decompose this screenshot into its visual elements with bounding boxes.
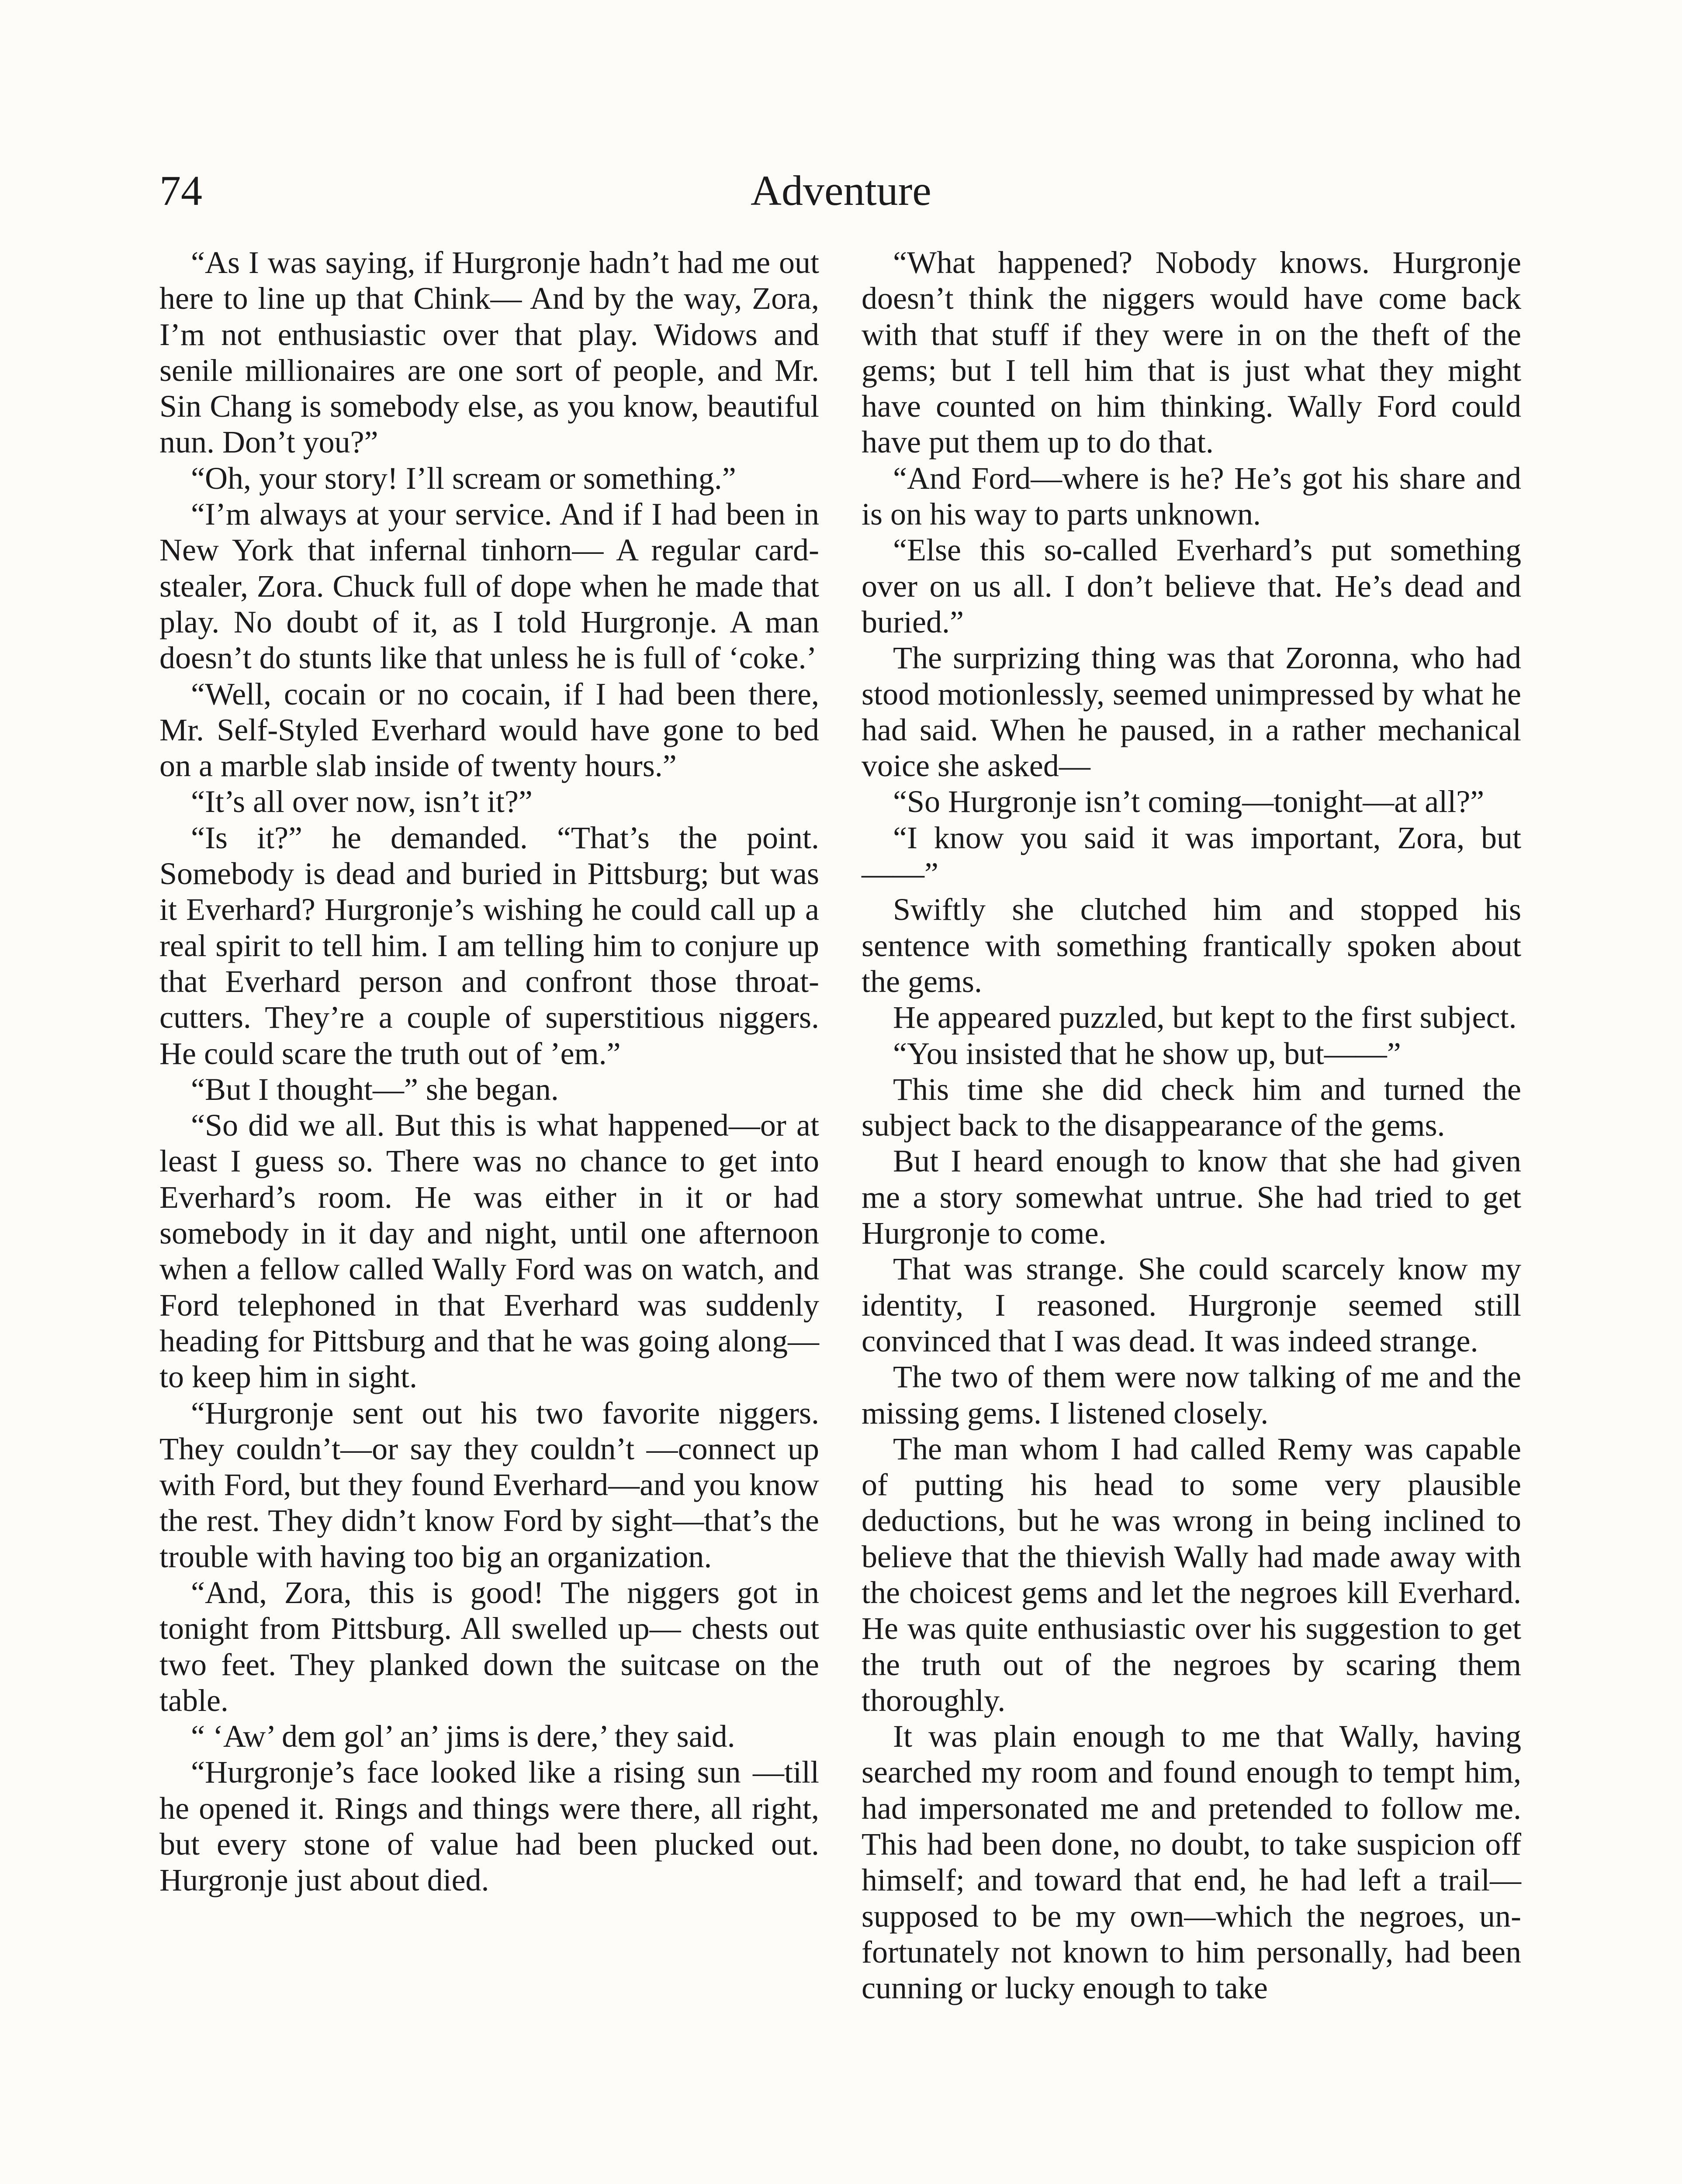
paragraph: He appeared puzzled, but kept to the first subject. xyxy=(893,1000,1517,1035)
paragraph: “ ‘Aw’ dem gol’ an’ jims is dere,’ they said. xyxy=(191,1719,735,1754)
paragraph: But I heard enough to know that she had given me a story somewhat untrue. She had tried to get Hurgronje to come. xyxy=(862,1144,1521,1251)
paragraph: “Else this so-called Everhard’s put something over on us all. I don’t believe that. He’s dead and buried.” xyxy=(862,532,1521,639)
paragraph: “What happened? Nobody knows. Hurgronje doesn’t think the niggers would have come back with that stuff if they were in on the theft of the gems; but I tell him that is just what they might have counted on him thinking. Wally Ford could have put them up to do that. xyxy=(862,245,1521,460)
paragraph: “And, Zora, this is good! The niggers got in tonight from Pittsburg. All swelled up— chests out two feet. They planked down the suitcase on the table. xyxy=(159,1575,819,1718)
running-head: Adventure xyxy=(751,167,931,214)
paragraph: “So did we all. But this is what happened—or at least I guess so. There was no chance to get into Everhard’s room. He was either in it or had somebody in it day and night, until one afternoon when a fellow called Wally Ford was on watch, and Ford telephoned in that Everhard was suddenly heading for Pittsburg and that he was going along—to keep him in sight. xyxy=(159,1108,819,1395)
right-column xyxy=(862,245,1521,2006)
paragraph: “And Ford—where is he? He’s got his share and is on his way to parts unknown. xyxy=(862,460,1521,532)
paragraph: “But I thought—” she began. xyxy=(191,1071,559,1107)
paragraph: It was plain enough to me that Wally, having searched my room and found enough to tempt him, had impersonated me and pretended to follow me. This had been done, no doubt, to take suspicion off himself; and toward that end, he had left a trail—supposed to be my own—which the negroes, unfortunately not known to him personally, had been cunning or lucky enough to take xyxy=(862,1719,1521,2006)
paragraph: “So Hurgronje isn’t coming—tonight—at all?” xyxy=(893,784,1485,819)
paragraph: “Well, cocain or no cocain, if I had been there, Mr. Self-Styled Everhard would have gone to bed on a marble slab inside of twenty hours.” xyxy=(159,676,819,784)
paragraph: “Is it?” he demanded. “That’s the point. Somebody is dead and buried in Pittsburg; but was it Everhard? Hurgronje’s wishing he could call up a real spirit to tell him. I am telling him to conjure up that Everhard person and confront those throat-cutters. They’re a couple of superstitious niggers. He could scare the truth out of ’em.” xyxy=(159,820,819,1071)
paragraph: “As I was saying, if Hurgronje hadn’t had me out here to line up that Chink— And by the way, Zora, I’m not enthusiastic over that play. Widows and senile millionaires are one sort of people, and Mr. Sin Chang is somebody else, as you know, beautiful nun. Don’t you?” xyxy=(159,245,819,460)
page-number: 74 xyxy=(159,167,202,214)
paragraph: The two of them were now talking of me and the missing gems. I listened closely. xyxy=(862,1359,1521,1431)
paragraph: The surprizing thing was that Zoronna, who had stood motionlessly, seemed unimpressed by what he had said. When he paused, in a rather mechanical voice she asked— xyxy=(862,640,1521,784)
paragraph: “Hurgronje’s face looked like a rising sun —till he opened it. Rings and things were there, all right, but every stone of value had been plucked out. Hurgronje just about died. xyxy=(159,1755,819,1898)
paragraph: “I’m always at your service. And if I had been in New York that infernal tinhorn— A regular card-stealer, Zora. Chuck full of dope when he made that play. No doubt of it, as I told Hurgronje. A man doesn’t do stunts like that unless he is full of ‘coke.’ xyxy=(159,497,819,676)
paragraph: “Hurgronje sent out his two favorite niggers. They couldn’t—or say they couldn’t —connect up with Ford, but they found Everhard—and you know the rest. They didn’t know Ford by sight—that’s the trouble with having too big an organization. xyxy=(159,1395,819,1574)
paragraph: “You insisted that he show up, but——” xyxy=(893,1036,1401,1071)
paragraph: That was strange. She could scarcely know my identity, I reasoned. Hurgronje seemed still convinced that I was dead. It was indeed strange. xyxy=(862,1251,1521,1358)
paragraph: “Oh, your story! I’ll scream or something.” xyxy=(191,460,736,496)
paragraph: The man whom I had called Remy was capable of putting his head to some very plausible deductions, but he was wrong in being inclined to believe that the thievish Wally had made away with the choicest gems and let the negroes kill Everhard. He was quite enthusiastic over his suggestion to get the truth out of the negroes by scaring them thoroughly. xyxy=(862,1431,1521,1718)
paragraph: This time she did check him and turned the subject back to the disappearance of the gems. xyxy=(862,1071,1521,1143)
paragraph: “I know you said it was important, Zora, but——” xyxy=(862,820,1521,892)
paragraph: Swiftly she clutched him and stopped his sentence with something frantically spoken about the gems. xyxy=(862,892,1521,999)
left-column xyxy=(159,245,819,1898)
paragraph: “It’s all over now, isn’t it?” xyxy=(191,784,533,819)
